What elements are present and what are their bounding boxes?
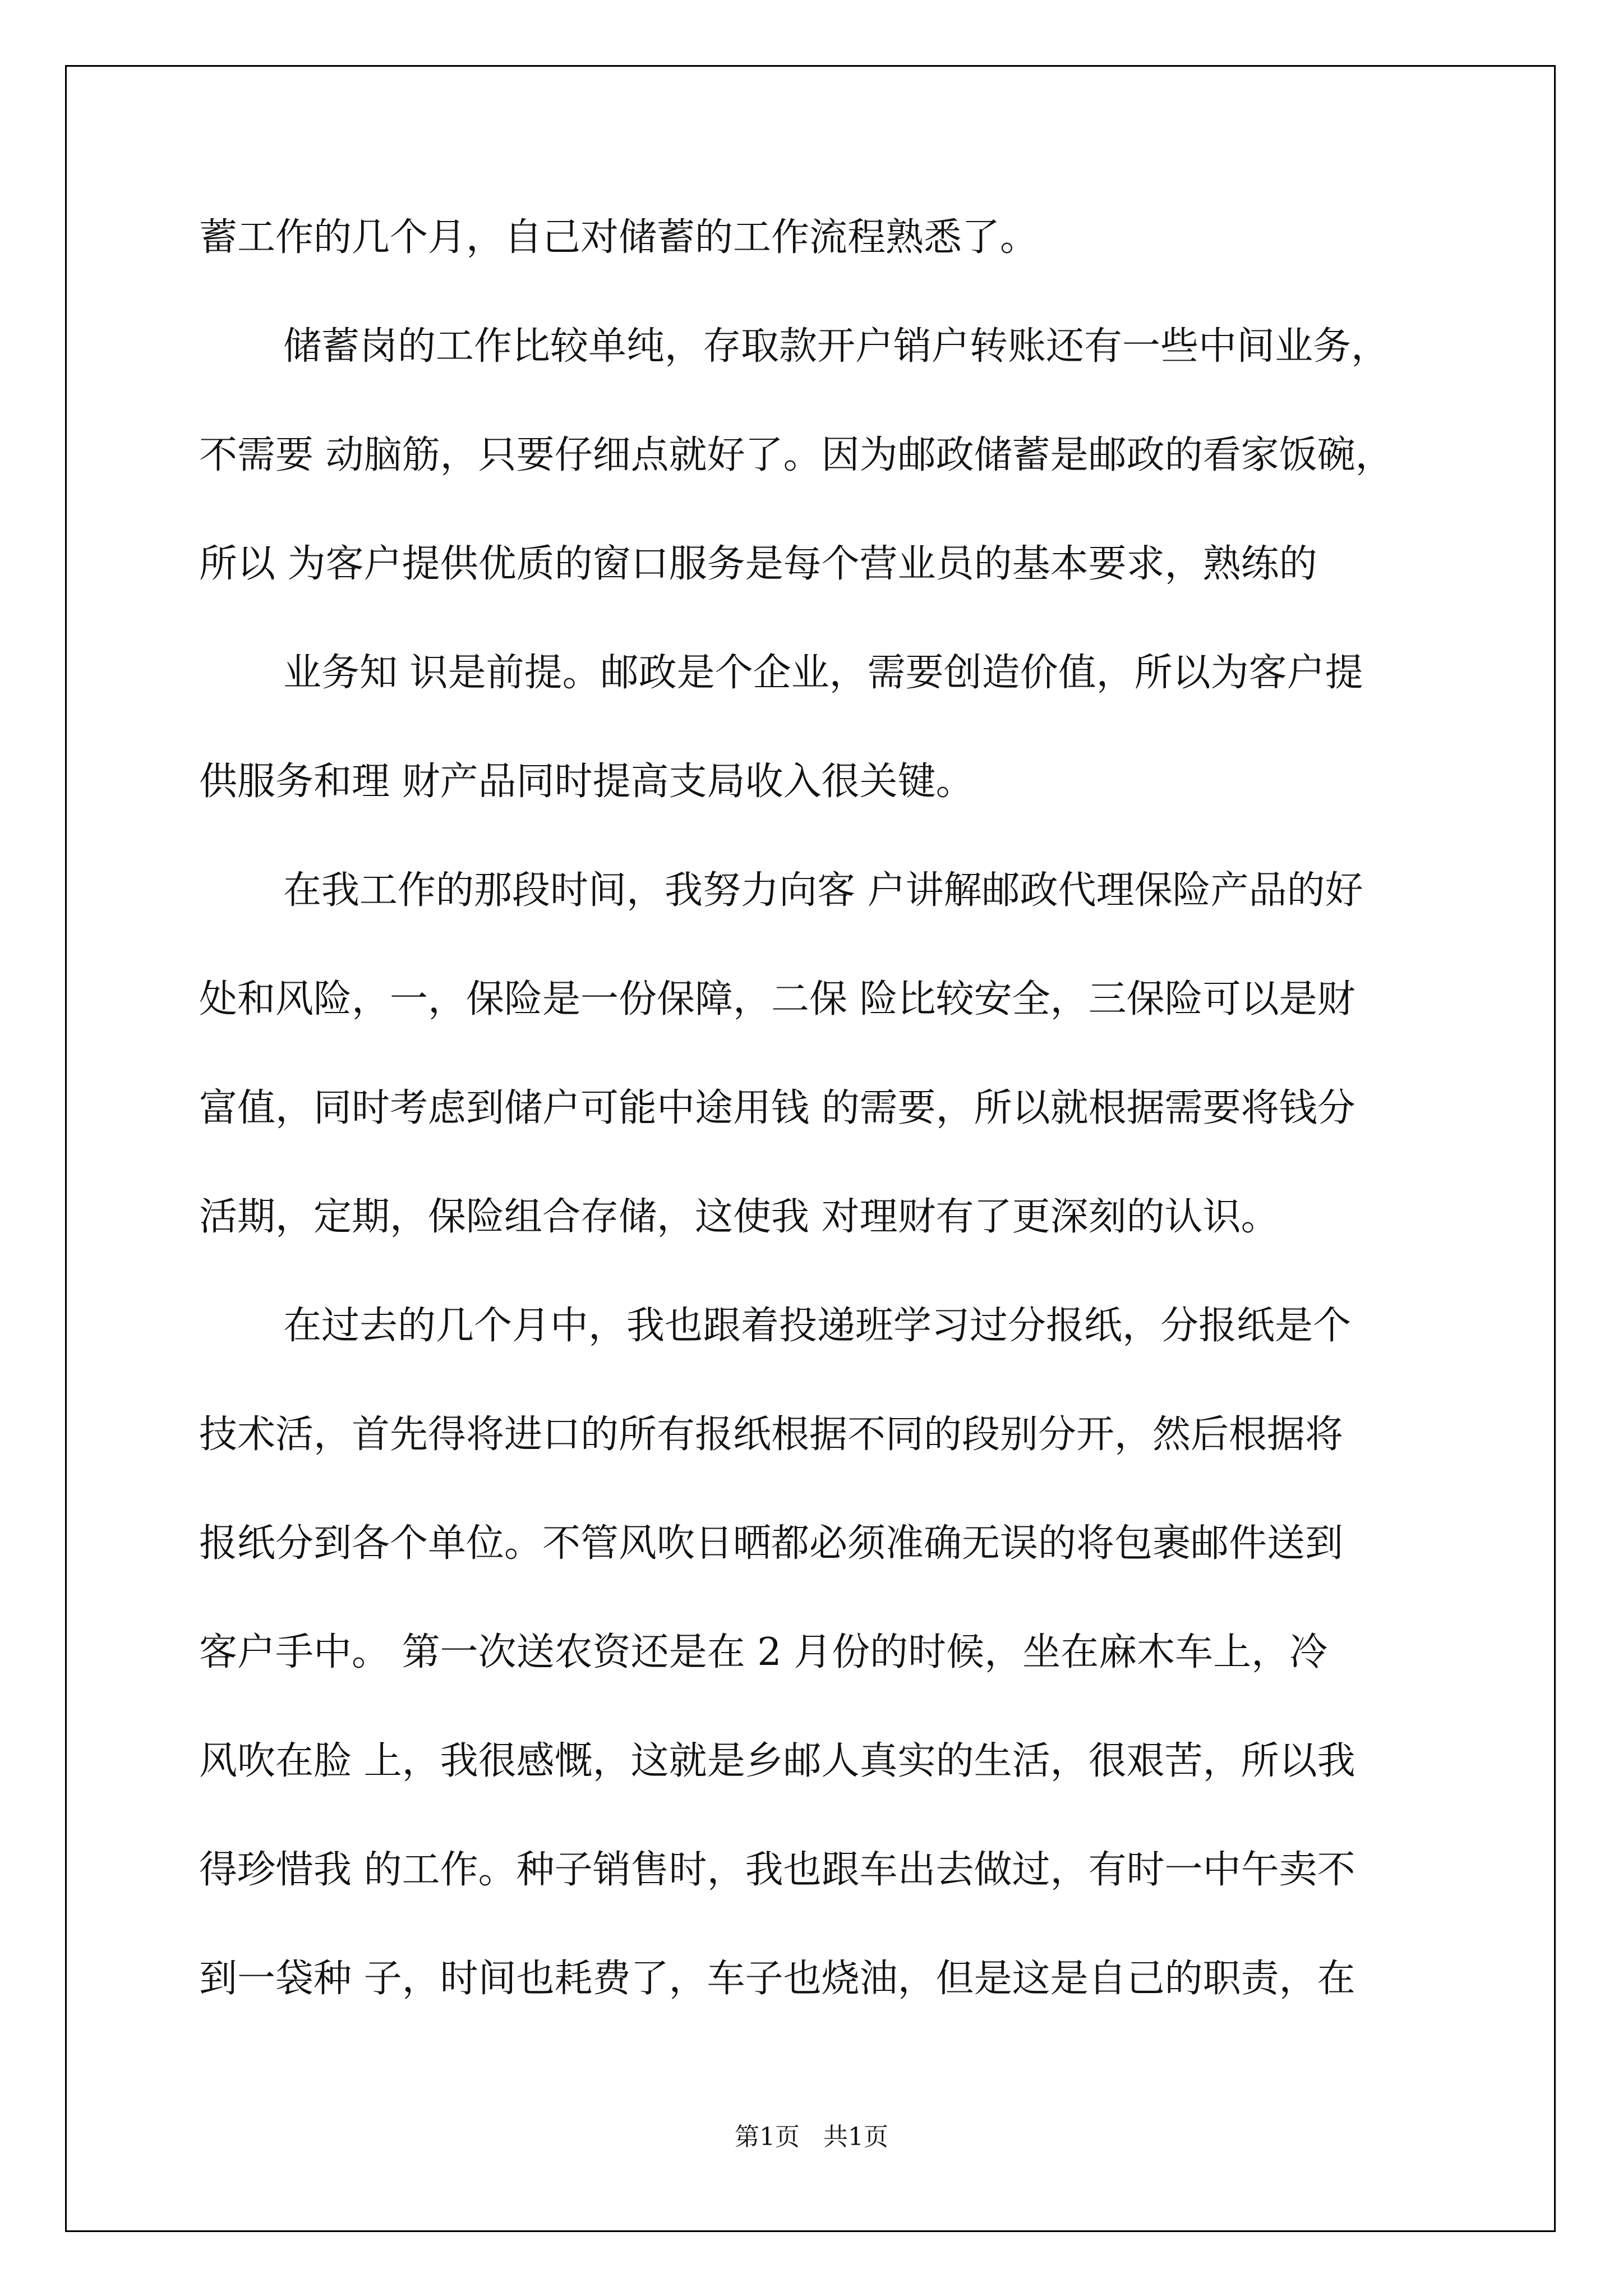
page-footer: 第1页 共1页 [735,2123,888,2151]
text-line: 活期，定期，保险组合存储，这使我 对理财有了更深刻的认识。 [199,1195,1279,1239]
page-border [65,65,1556,2232]
text-line: 技术活，首先得将进口的所有报纸根据不同的段别分开，然后根据将 [199,1412,1344,1457]
text-line: 到一袋种 子，时间也耗费了，车子也烧油，但是这是自己的职责，在 [199,1957,1355,2001]
text-line: 得珍惜我 的工作。种子销售时，我也跟车出去做过，有时一中午卖不 [199,1848,1355,1892]
text-line: 所以 为客户提供优质的窗口服务是每个营业员的基本要求，熟练的 [199,542,1317,586]
text-line: 蓄工作的几个月，自己对储蓄的工作流程熟悉了。 [199,215,1039,260]
text-line: 客户手中。 第一次送农资还是在 2 月份的时候，坐在麻木车上，冷 [199,1630,1328,1674]
text-line: 不需要 动脑筋，只要仔细点就好了。因为邮政储蓄是邮政的看家饭碗， [199,433,1394,477]
text-line: 风吹在脸 上，我很感慨，这就是乡邮人真实的生活，很艰苦，所以我 [199,1739,1355,1783]
text-line: 业务知 识是前提。邮政是个企业，需要创造价值，所以为客户提 [283,651,1363,695]
text-line: 富值，同时考虑到储户可能中途用钱 的需要，所以就根据需要将钱分 [199,1086,1355,1130]
text-line: 在过去的几个月中，我也跟着投递班学习过分报纸，分报纸是个 [283,1304,1352,1348]
text-line: 储蓄岗的工作比较单纯，存取款开户销户转账还有一些中间业务， [283,324,1390,369]
text-line: 报纸分到各个单位。不管风吹日晒都必须准确无误的将包裹邮件送到 [199,1521,1344,1566]
text-line: 处和风险，一，保险是一份保障，二保 险比较安全，三保险可以是财 [199,977,1355,1022]
text-line: 在我工作的那段时间，我努力向客 户讲解邮政代理保险产品的好 [283,868,1363,913]
text-line: 供服务和理 财产品同时提高支局收入很关键。 [199,760,974,804]
